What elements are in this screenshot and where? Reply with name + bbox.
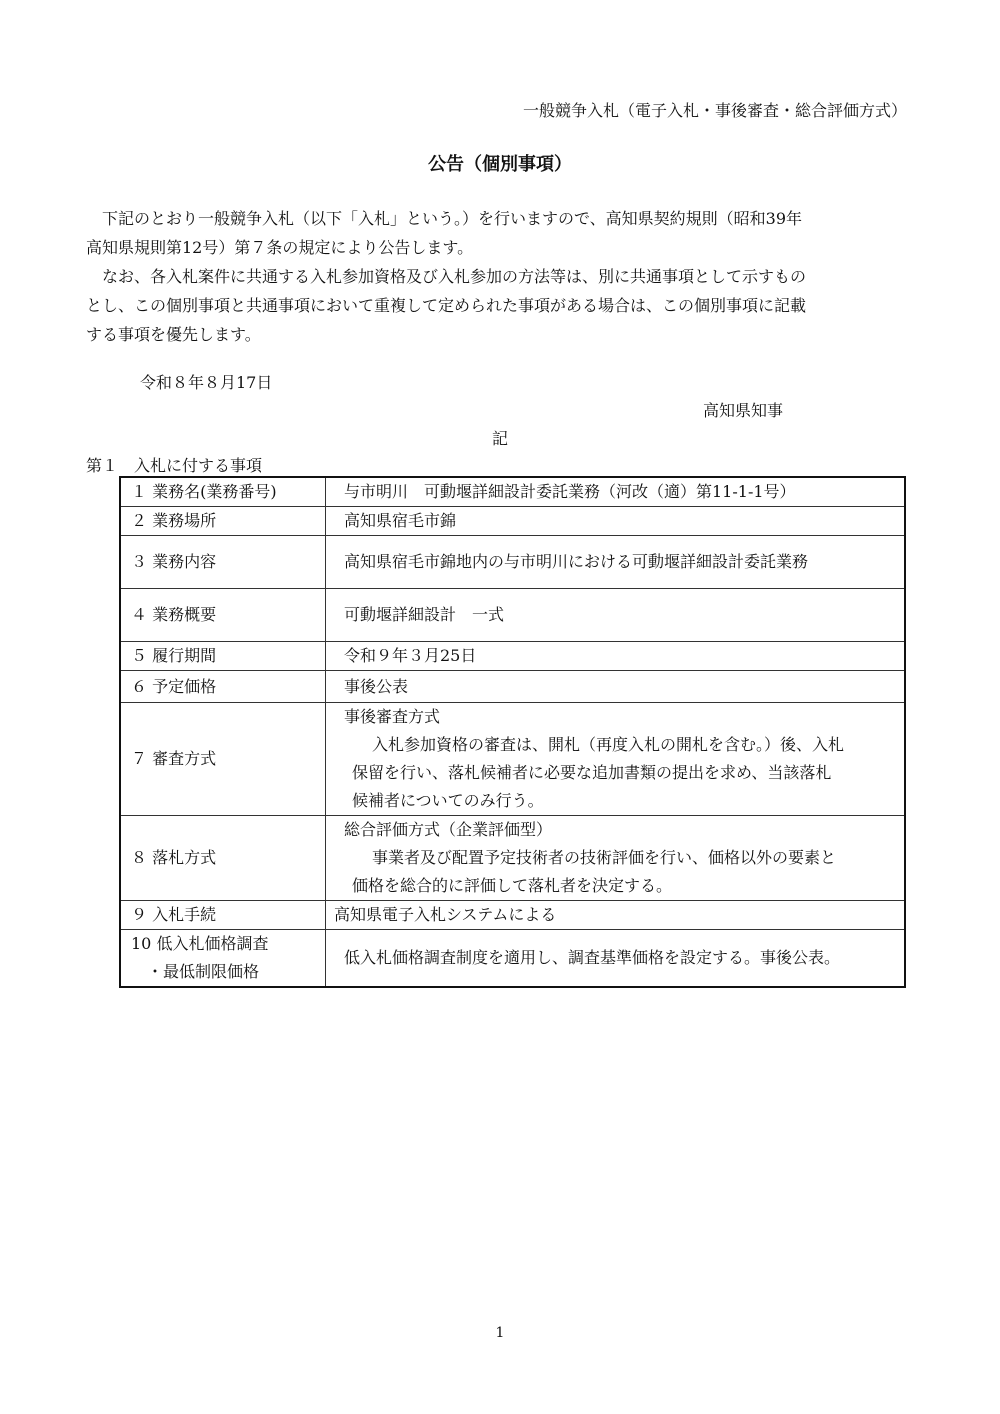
section-title: 第１ 入札に付する事項 [86,456,263,475]
row-label: ５ 履行期間 [120,642,326,671]
row-value: 高知県電子入札システムによる [326,901,906,930]
row-value-title: 事後審査方式 [344,707,441,726]
row-label-line: 10 低入札価格調査 [131,934,269,953]
intro-paragraph-1-line-2: 高知県規則第12号）第７条の規定により公告します。 [86,238,474,257]
row-value-line: 入札参加資格の審査は、開札（再度入札の開札を含む。）後、入札 [372,735,845,754]
table-row [120,536,905,589]
row-label: ４ 業務概要 [120,589,326,642]
intro-paragraph-2-line-2: とし、この個別事項と共通事項において重複して定められた事項がある場合は、この個別事項に記載 [86,296,807,315]
page-number: 1 [495,1325,505,1341]
row-value [326,816,906,901]
table-row [120,816,905,901]
row-label: ７ 審査方式 [120,703,326,816]
intro-paragraph-2 [86,262,910,349]
row-label: ３ 業務内容 [120,536,326,589]
row-label: ９ 入札手続 [120,901,326,930]
row-label-line: ・最低制限価格 [131,962,260,981]
row-value: 令和９年３月25日 [326,642,906,671]
table-row [120,477,905,507]
intro-paragraph-2-line-3: する事項を優先します。 [86,325,261,344]
table-row [120,930,905,988]
row-value: 可動堰詳細設計 一式 [326,589,906,642]
page-title: 公告（個別事項） [428,154,572,175]
row-value: 高知県宿毛市錦地内の与市明川における可動堰詳細設計委託業務 [326,536,906,589]
row-value [326,703,906,816]
table-row [120,507,905,536]
table-row [120,703,905,816]
row-label: ８ 落札方式 [120,816,326,901]
intro-paragraph-2-line-1: なお、各入札案件に共通する入札参加資格及び入札参加の方法等は、別に共通事項として示すもの [86,267,807,286]
notice-date: 令和８年８月17日 [140,373,273,392]
row-label: ２ 業務場所 [120,507,326,536]
table-row [120,671,905,703]
row-value-line: 保留を行い、落札候補者に必要な追加書類の提出を求め、当該落札 [352,763,832,782]
row-label: １ 業務名(業務番号) [120,477,326,507]
ki-marker: 記 [492,429,509,448]
row-value: 低入札価格調査制度を適用し、調査基準価格を設定する。事後公表。 [326,930,906,988]
row-label: ６ 予定価格 [120,671,326,703]
intro-paragraph-1-line-1: 下記のとおり一般競争入札（以下「入札」という。）を行いますので、高知県契約規則（昭和39年 [86,209,803,228]
row-label [120,930,326,988]
row-value: 事後公表 [326,671,906,703]
bid-items-table [119,476,906,988]
row-value: 高知県宿毛市錦 [326,507,906,536]
row-value-line: 価格を総合的に評価して落札者を決定する。 [352,876,673,895]
issuer-name: 高知県知事 [703,401,784,420]
intro-paragraph-1 [86,204,910,262]
table-row [120,642,905,671]
bid-method-header: 一般競争入札（電子入札・事後審査・総合評価方式） [522,101,907,120]
table-row [120,589,905,642]
row-value-line: 候補者についてのみ行う。 [352,791,544,810]
row-value-line: 事業者及び配置予定技術者の技術評価を行い、価格以外の要素と [372,848,837,867]
table-row [120,901,905,930]
row-value: 与市明川 可動堰詳細設計委託業務（河改（適）第11-1-1号） [326,477,906,507]
row-value-title: 総合評価方式（企業評価型） [344,820,553,839]
